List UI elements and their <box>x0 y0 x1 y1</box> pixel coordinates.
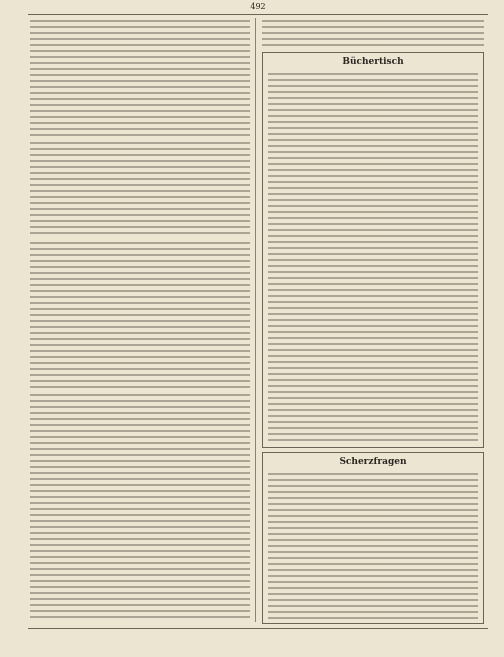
header-rule <box>28 14 488 15</box>
left-text-block-3 <box>30 242 250 390</box>
riddles-box <box>262 452 484 624</box>
column-divider <box>255 18 256 622</box>
left-text-block-5 <box>30 520 250 620</box>
page-number: 492 <box>250 2 266 11</box>
left-text-block-2 <box>30 142 250 238</box>
footer-rule <box>28 628 488 629</box>
riddles-box-text <box>268 473 478 619</box>
right-column <box>262 18 484 622</box>
left-text-block-4 <box>30 394 250 516</box>
books-box-text <box>268 73 478 443</box>
left-text-block-1 <box>30 20 250 138</box>
riddles-box-title: Scherzfragen <box>339 457 407 467</box>
footer-imprint <box>28 631 488 643</box>
left-column <box>30 18 250 622</box>
books-box-title: Büchertisch <box>342 57 404 67</box>
page-header <box>28 2 488 16</box>
books-box <box>262 52 484 448</box>
right-intro-text <box>262 20 484 46</box>
